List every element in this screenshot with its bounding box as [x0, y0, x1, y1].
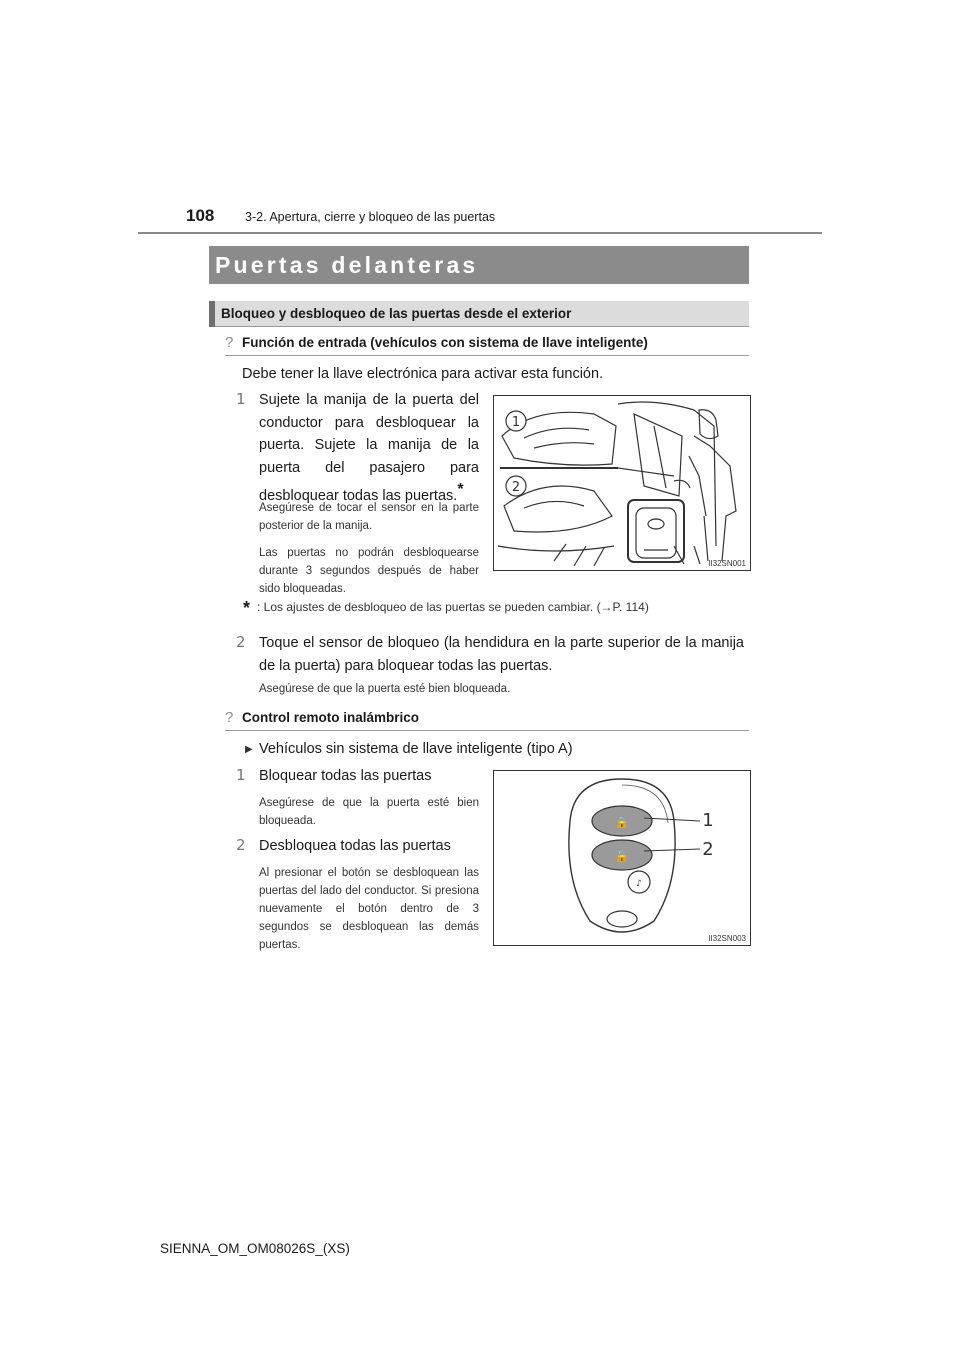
remote-callout-2: 2: [702, 839, 714, 860]
unlock-icon: 🔓: [615, 850, 629, 863]
door-handle-illustration: [494, 396, 750, 570]
lock-icon: 🔒: [615, 816, 629, 829]
header-divider: [138, 232, 822, 234]
step1-number: 1: [236, 390, 246, 408]
key-ring-slot: [607, 911, 637, 927]
step1-note-1: Asegúrese de tocar el sensor en la parte posterior de la manija.: [259, 502, 479, 532]
subheading-bar: [209, 301, 749, 327]
remote-control-figure: [493, 770, 751, 946]
remote-step1-number: 1: [236, 766, 246, 784]
bullet-text: Vehículos sin sistema de llave inteligente (tipo A): [259, 741, 573, 757]
remote-step2-note: Al presionar el botón se desbloquean las puertas del lado del conductor. Si presiona nuevamente el botón dentro de 3 segundos se desbloquean las demás puertas.: [259, 867, 479, 951]
section1-intro: Debe tener la llave electrónica para activar esta función.: [242, 366, 604, 382]
page-number: 108: [186, 206, 215, 225]
figure-code: II32SN001: [708, 559, 746, 568]
section-title-bar: [209, 246, 749, 284]
subheading-text: Bloqueo y desbloqueo de las puertas desde el exterior: [221, 306, 572, 321]
step2-number: 2: [236, 633, 246, 651]
section-marker-icon: ?: [225, 334, 234, 351]
subheading-marker: [209, 301, 215, 327]
section1-divider: [225, 355, 749, 356]
remote-callout-1: 1: [702, 810, 714, 831]
section-marker-icon: ?: [225, 709, 234, 726]
callout-2-label: 2: [511, 480, 521, 495]
section1-heading: Función de entrada (vehículos con sistema de llave inteligente): [242, 335, 648, 350]
step2-note: Asegúrese de que la puerta esté bien bloqueada.: [259, 683, 511, 695]
step1-note-2: Las puertas no podrán desbloquearse durante 3 segundos después de haber sido bloqueadas.: [259, 547, 479, 595]
remote-step1-note: Asegúrese de que la puerta esté bien bloqueada.: [259, 797, 479, 827]
remote-step1-text: Bloquear todas las puertas: [259, 768, 432, 784]
step2-text: Toque el sensor de bloqueo (la hendidura en la parte superior de la manija de la puerta) para bloquear todas las puertas.: [259, 635, 744, 674]
remote-step2-text: Desbloquea todas las puertas: [259, 838, 451, 854]
footnote-asterisk: *: [243, 598, 251, 618]
footnote-text: : Los ajustes de desbloqueo de las puertas se pueden cambiar. (→P. 114): [257, 600, 649, 614]
door-handle-figure: [493, 395, 751, 571]
step1-text: Sujete la manija de la puerta del conductor para desbloquear la puerta. Sujete la manija de la puerta del pasajero para desbloquear todas las puertas.*: [259, 392, 479, 504]
section2-heading: Control remoto inalámbrico: [242, 710, 420, 725]
panic-icon: ♪: [636, 879, 642, 889]
chapter-title: 3-2. Apertura, cierre y bloqueo de las puertas: [245, 210, 496, 224]
section2-divider: [225, 730, 749, 731]
remote-step2-number: 2: [236, 836, 246, 854]
callout-1-label: 1: [511, 415, 521, 430]
remote-control-illustration: [494, 771, 750, 945]
figure-code: II32SN003: [708, 934, 746, 943]
asterisk-mark: *: [457, 481, 464, 498]
footer-document-code: SIENNA_OM_OM08026S_(XS): [160, 1241, 350, 1256]
bullet-arrow-icon: ▶: [245, 744, 253, 755]
section-title: Puertas delanteras: [215, 252, 479, 278]
